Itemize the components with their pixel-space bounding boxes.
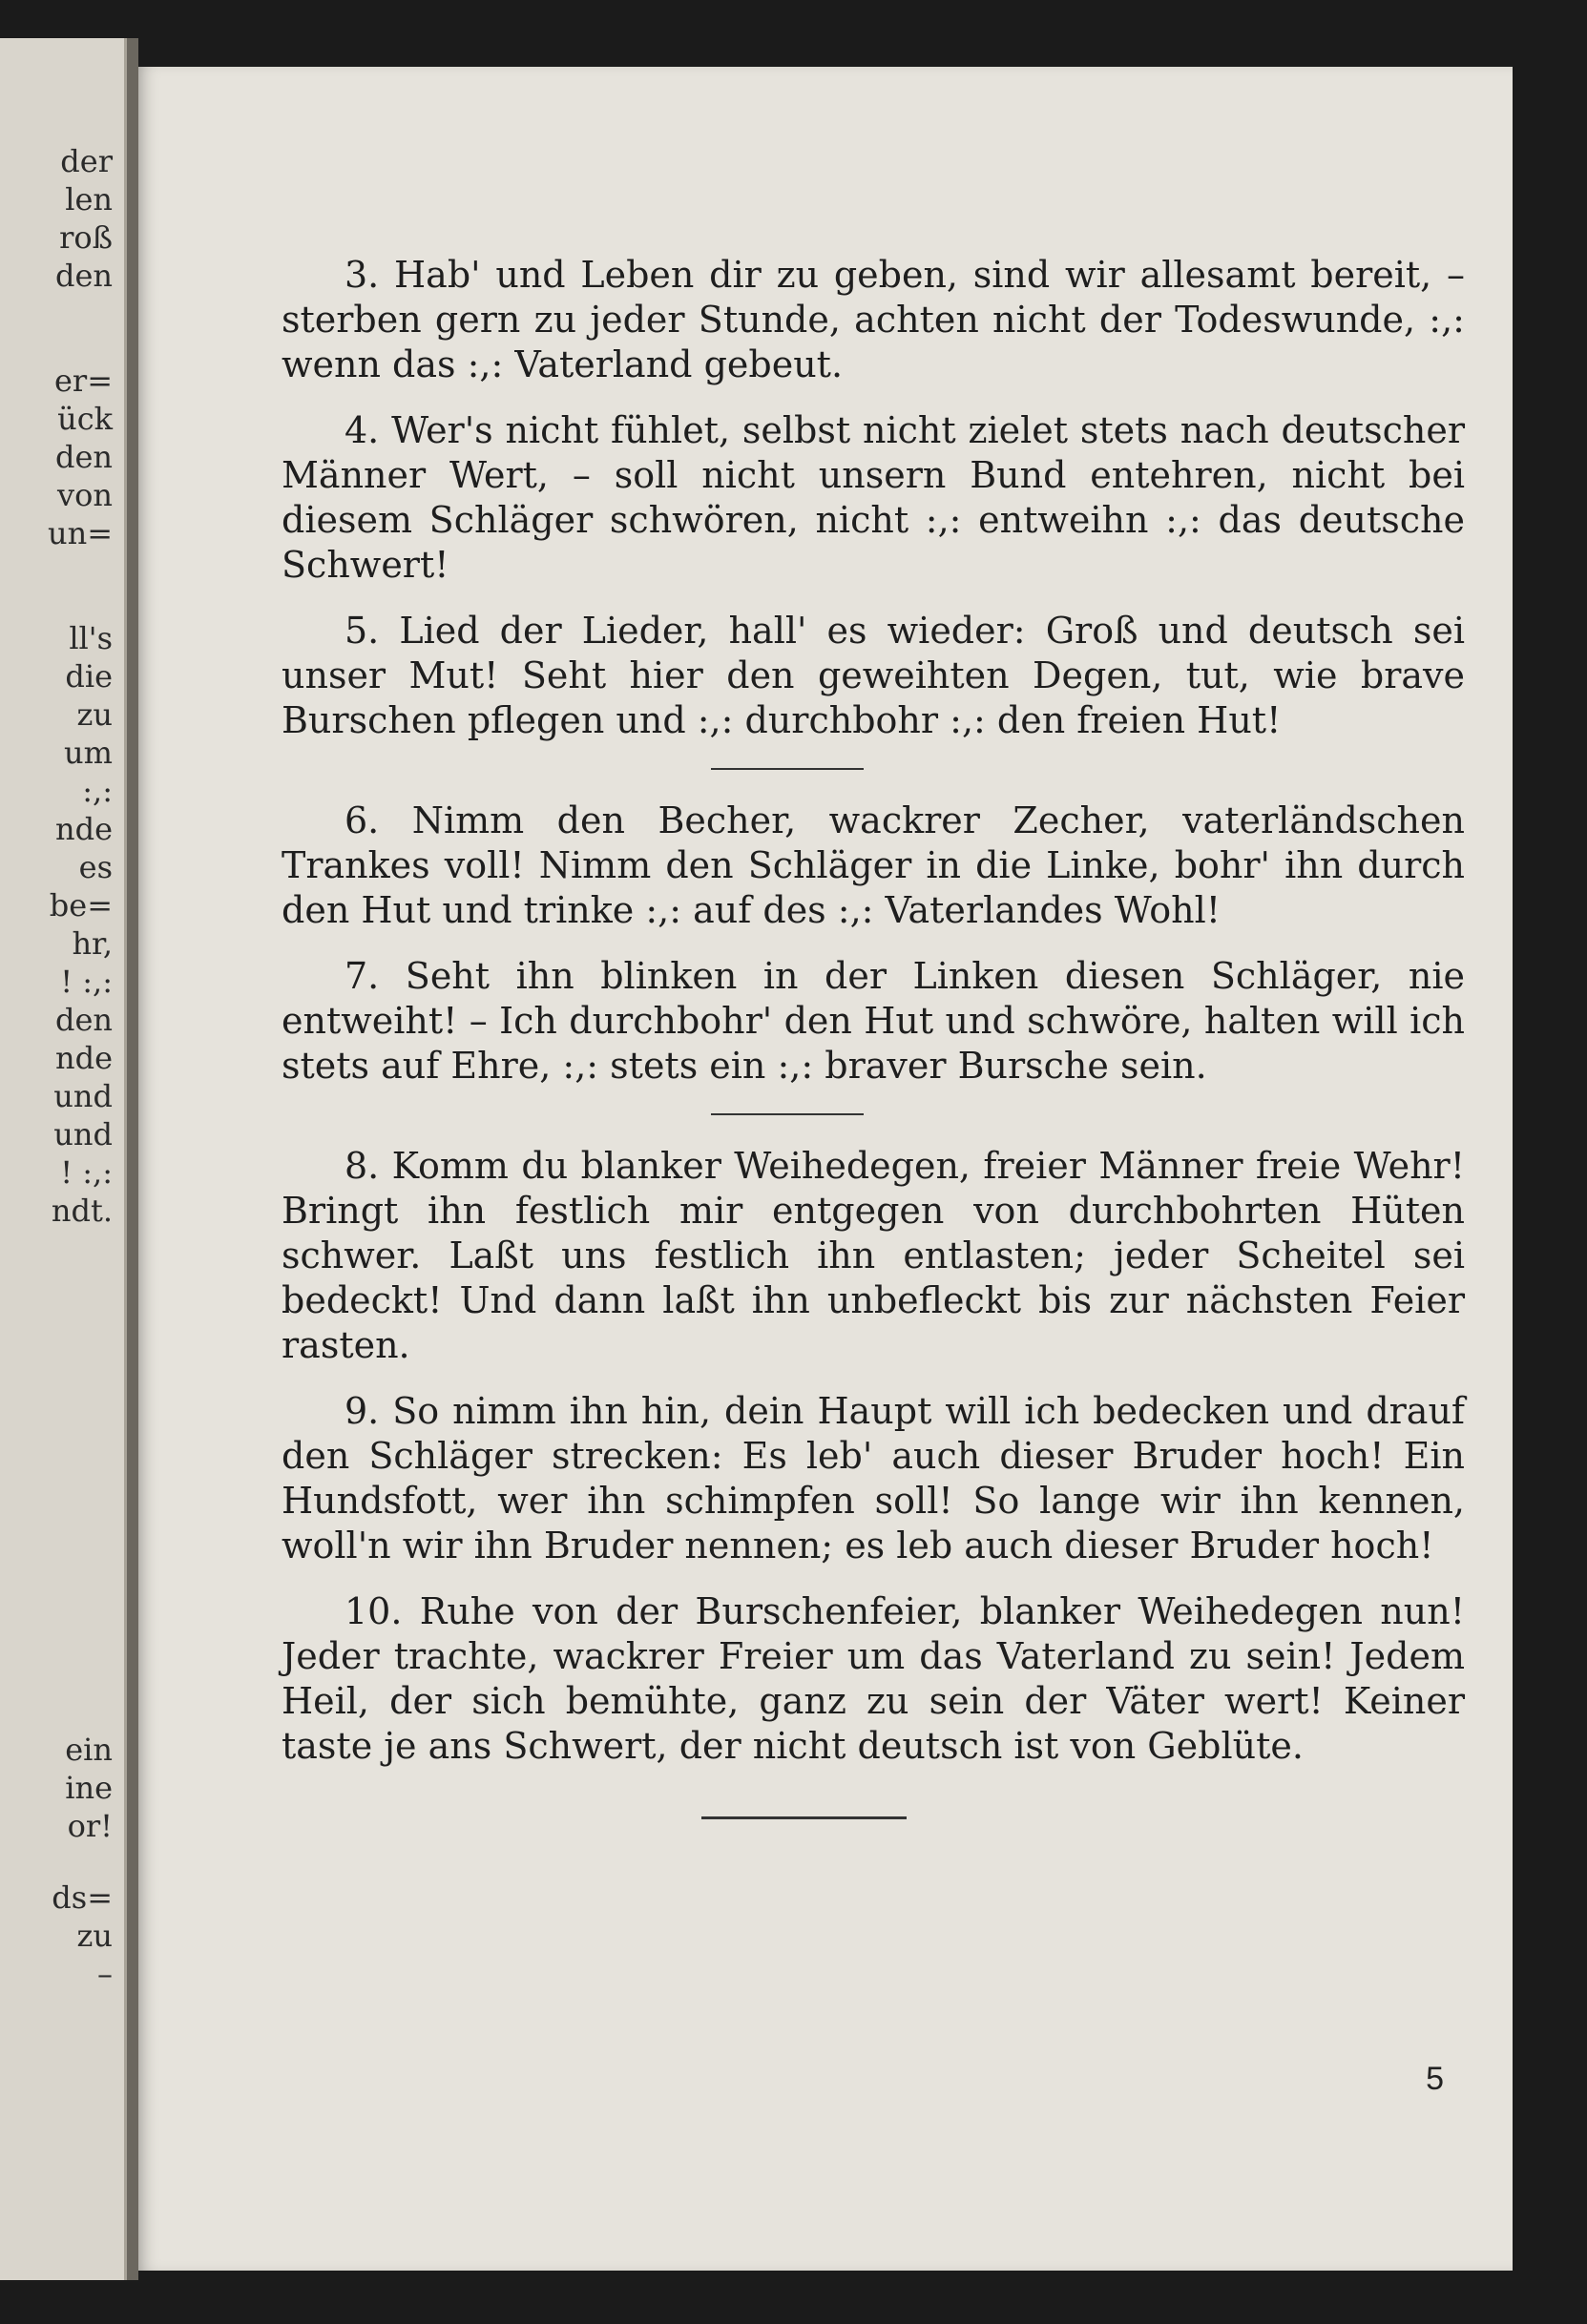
stanza-10: 10. Ruhe von der Burschenfeier, blanker Weihedegen nun! Jeder trachte, wackrer Freier um das Vaterland zu sein! Jedem Heil, der sich bemühte, ganz zu sein der Väter wert! Keiner taste je ans Schwert, der nicht deutsch ist von Geblüte. xyxy=(282,1590,1465,1767)
left-fragment: den xyxy=(54,258,113,294)
left-fragment: und xyxy=(53,1116,113,1152)
left-fragment: or! xyxy=(67,1808,113,1844)
left-fragment: – xyxy=(97,1956,113,1992)
left-fragment: un= xyxy=(47,515,113,551)
left-fragment: ! :,: xyxy=(60,964,113,1000)
left-page-edge xyxy=(0,38,127,2280)
left-fragment: den xyxy=(54,1002,113,1038)
left-fragment: der xyxy=(60,143,113,179)
stanza-3: 3. Hab' und Leben dir zu geben, sind wir allesamt bereit, – sterben gern zu jeder Stunde, achten nicht der Todeswunde, :,: wenn das :,: Vaterland gebeut. xyxy=(282,254,1465,385)
stanza-7: 7. Seht ihn blinken in der Linken diesen Schläger, nie entweiht! – Ich durchbohr' den Hut und schwöre, halten will ich stets auf Ehre, :,: stets ein :,: braver Bursche sein. xyxy=(282,955,1465,1087)
stanza-8: 8. Komm du blanker Weihedegen, freier Männer freie Wehr! Bringt ihn festlich mir entgegen von durchbohrten Hüten schwer. Laßt uns festlich ihn entlasten; jeder Scheitel sei bedeckt! Und dann laßt ihn unbefleckt bis zur nächsten Feier rasten. xyxy=(282,1145,1465,1366)
left-fragment: ds= xyxy=(52,1879,113,1916)
left-fragment: die xyxy=(65,658,113,695)
left-fragment: ll's xyxy=(69,620,113,656)
stanza-5: 5. Lied der Lieder, hall' es wieder: Groß und deutsch sei unser Mut! Seht hier den geweihten Degen, tut, wie brave Burschen pflegen und :,: durchbohr :,: den freien Hut! xyxy=(282,610,1465,741)
left-fragment: ndt. xyxy=(51,1193,113,1229)
left-fragment: :,: xyxy=(82,773,113,809)
stanza-4: 4. Wer's nicht fühlet, selbst nicht zielet stets nach deutscher Männer Wert, – soll nicht unsern Bund entehren, nicht bei diesem Schläger schwören, nicht :,: entweihn :,: das deutsche Schwert! xyxy=(282,409,1465,586)
page-number: 5 xyxy=(1426,2061,1444,2097)
left-fragment: es xyxy=(78,849,113,885)
left-fragment: um xyxy=(64,735,113,771)
left-fragment: ück xyxy=(57,401,113,437)
left-fragment: und xyxy=(53,1078,113,1114)
left-fragment: ine xyxy=(65,1770,113,1806)
left-fragment: roß xyxy=(59,219,113,256)
left-fragment: zu xyxy=(76,1918,113,1954)
left-fragment: hr, xyxy=(72,925,113,962)
left-fragment: ein xyxy=(65,1732,113,1768)
left-fragment: len xyxy=(65,181,113,218)
section-divider xyxy=(711,1113,864,1115)
end-divider xyxy=(701,1816,907,1819)
left-fragment: be= xyxy=(49,887,113,923)
book-gutter xyxy=(127,38,138,2280)
left-fragment: zu xyxy=(76,696,113,733)
left-fragment: nde xyxy=(54,811,113,847)
left-fragment: er= xyxy=(53,363,113,399)
left-fragment: den xyxy=(54,439,113,475)
page-content xyxy=(282,253,1465,1819)
left-fragment: nde xyxy=(54,1040,113,1076)
left-fragment: ! :,: xyxy=(60,1154,113,1191)
left-fragment: von xyxy=(57,477,113,513)
stanza-9: 9. So nimm ihn hin, dein Haupt will ich bedecken und drauf den Schläger strecken: Es leb' auch dieser Bruder hoch! Ein Hundsfott, wer ihn schimpfen soll! So lange wir ihn kennen, woll'n wir ihn Bruder nennen; es leb auch dieser Bruder hoch! xyxy=(282,1390,1465,1567)
section-divider xyxy=(711,768,864,770)
stanza-6: 6. Nimm den Becher, wackrer Zecher, vaterländschen Trankes voll! Nimm den Schläger in die Linke, bohr' ihn durch den Hut und trinke :,: auf des :,: Vaterlandes Wohl! xyxy=(282,799,1465,931)
book-page xyxy=(138,67,1513,2271)
